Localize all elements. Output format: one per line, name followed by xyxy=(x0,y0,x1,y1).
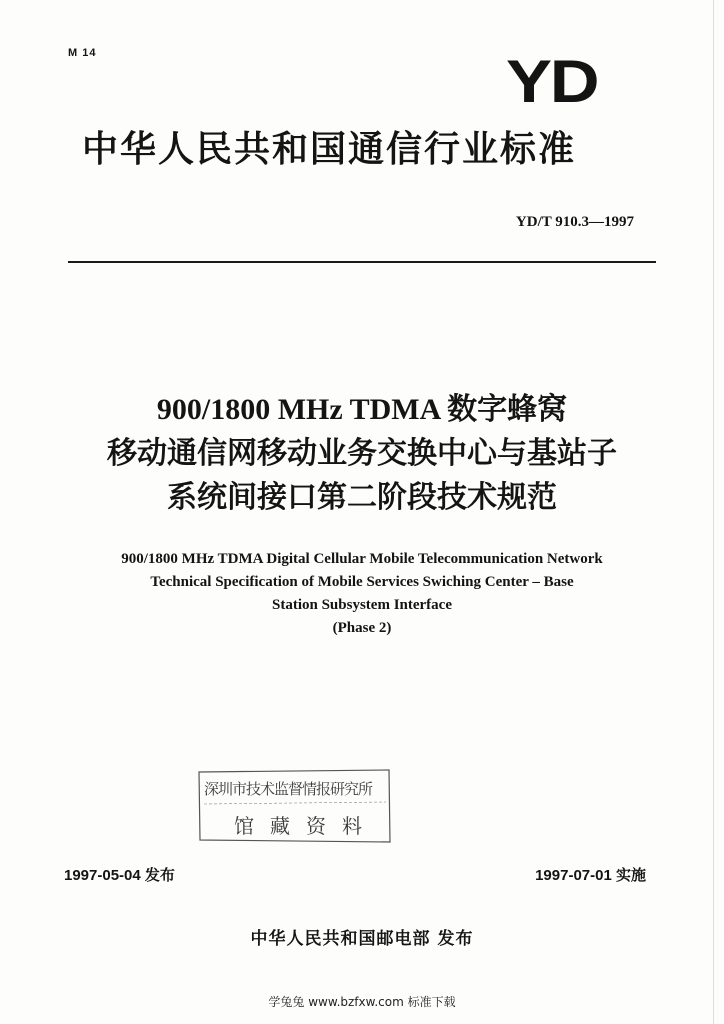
standard-number: YD/T 910.3—1997 xyxy=(515,214,634,230)
stamp-institution: 深圳市技术监督情报研究所 xyxy=(204,780,373,798)
publish-date: 1997-05-04 发布 xyxy=(64,867,175,884)
title-zh-line-1: 900/1800 MHz TDMA 数字蜂窝 xyxy=(156,393,568,426)
header-divider xyxy=(68,261,656,263)
classification-code: M 14 xyxy=(68,47,97,59)
download-footer: 学兔兔 www.bzfxw.com 标准下载 xyxy=(268,995,456,1009)
title-en-line-2: Technical Specification of Mobile Services Swiching Center – Base xyxy=(150,574,574,590)
effective-date: 1997-07-01 实施 xyxy=(535,867,646,884)
title-zh-line-3: 系统间接口第二阶段技术规范 xyxy=(167,480,557,515)
scan-edge xyxy=(713,0,714,1024)
title-en-phase: (Phase 2) xyxy=(332,620,392,636)
stamp-collection: 馆藏资料 xyxy=(234,814,378,838)
title-en-line-1: 900/1800 MHz TDMA Digital Cellular Mobile Telecommunication Network xyxy=(121,551,603,567)
title-en-line-3: Station Subsystem Interface xyxy=(272,597,452,613)
yd-logo: YD xyxy=(506,48,598,115)
issuing-authority: 中华人民共和国邮电部 发布 xyxy=(250,929,474,949)
standard-category-title: 中华人民共和国通信行业标准 xyxy=(82,129,577,170)
title-zh-line-2: 移动通信网移动业务交换中心与基站子 xyxy=(107,436,617,471)
library-stamp xyxy=(196,768,392,844)
